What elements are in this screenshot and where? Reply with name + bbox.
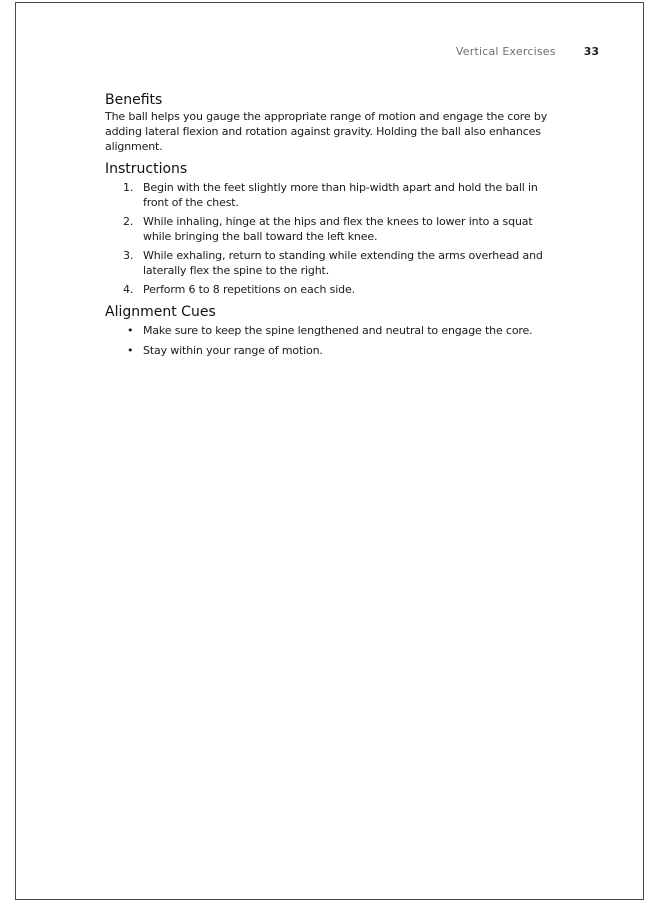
step-number: 2.	[123, 215, 134, 228]
step-text: While exhaling, return to standing while extending the arms overhead and laterally flex the spine to the right.	[143, 249, 543, 277]
benefits-section	[105, 91, 557, 154]
step-number: 3.	[123, 249, 134, 262]
list-item	[105, 343, 557, 358]
step-text: Begin with the feet slightly more than hip-width apart and hold the ball in front of the chest.	[143, 181, 538, 209]
instruction-step	[105, 282, 557, 297]
instructions-section	[105, 160, 557, 297]
step-number: 1.	[123, 181, 134, 194]
step-text: While inhaling, hinge at the hips and flex the knees to lower into a squat while bringing the ball toward the left knee.	[143, 215, 533, 243]
instructions-heading: Instructions	[105, 161, 188, 177]
step-text: Perform 6 to 8 repetitions on each side.	[143, 283, 355, 296]
running-header	[456, 45, 599, 59]
page-number: 33	[583, 45, 599, 58]
instruction-steps	[105, 180, 557, 297]
step-number: 4.	[123, 283, 134, 296]
cue-text: Stay within your range of motion.	[143, 344, 323, 357]
document-page	[15, 2, 644, 900]
benefits-heading: Benefits	[105, 92, 163, 108]
bullet-icon: •	[127, 344, 134, 357]
alignment-cues-section	[105, 303, 557, 358]
alignment-cues-heading: Alignment Cues	[105, 304, 216, 320]
list-item	[105, 323, 557, 338]
bullet-icon: •	[127, 324, 134, 337]
cue-text: Make sure to keep the spine lengthened and neutral to engage the core.	[143, 324, 533, 337]
instruction-step	[105, 180, 557, 210]
alignment-cues-list	[105, 323, 557, 358]
running-title: Vertical Exercises	[455, 45, 556, 58]
instruction-step	[105, 214, 557, 244]
benefits-text: The ball helps you gauge the appropriate range of motion and engage the core by adding lateral flexion and rotation against gravity. Holding the ball also enhances alignment.	[105, 110, 548, 153]
page-content	[105, 91, 557, 363]
instruction-step	[105, 248, 557, 278]
